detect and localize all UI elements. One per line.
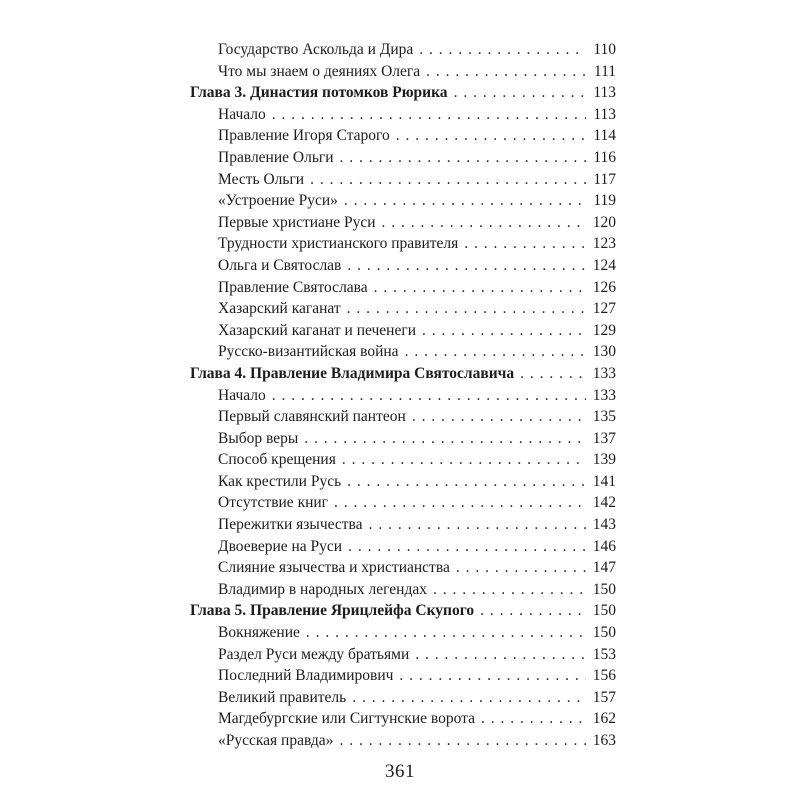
toc-section-entry: [190, 536, 616, 558]
dot-leader: [396, 125, 586, 147]
toc-section-entry: [190, 104, 616, 126]
section-title: Как крестили Русь: [218, 472, 342, 490]
dot-leader: [347, 255, 586, 277]
section-title: Раздел Руси между братьями: [218, 645, 410, 663]
toc-page-number: 120: [592, 213, 616, 231]
toc-section-entry: [190, 644, 616, 666]
toc-page-number: 150: [592, 624, 616, 642]
dot-leader: [456, 557, 586, 579]
toc-section-entry: [190, 233, 616, 255]
toc-section-entry: [190, 687, 616, 709]
toc-section-entry: [190, 255, 616, 277]
section-title: «Русская правда»: [218, 732, 334, 749]
dot-leader: [412, 406, 586, 428]
dot-leader: [422, 320, 586, 342]
toc-chapter-heading: [190, 363, 616, 385]
section-title: Вокняжение: [218, 624, 300, 642]
toc-section-entry: [190, 708, 616, 730]
section-title: Месть Ольги: [218, 170, 305, 188]
dot-leader: [464, 233, 586, 255]
dot-leader: [339, 730, 586, 752]
toc-section-entry: [190, 471, 616, 493]
toc-page-number: 156: [592, 667, 616, 685]
toc-section-entry: [190, 320, 616, 342]
dot-leader: [272, 385, 586, 407]
dot-leader: [481, 708, 586, 730]
toc-page-number: 146: [592, 537, 616, 555]
toc-chapter-heading: [190, 82, 616, 104]
section-title: Двоеверие на Руси: [218, 537, 343, 555]
toc-page-number: 162: [592, 710, 616, 728]
dot-leader: [310, 169, 586, 191]
section-title: Слияние язычества и христианства: [218, 559, 450, 577]
toc-page-number: 139: [592, 451, 616, 469]
toc-section-entry: [190, 147, 616, 169]
section-title: Государство Аскольда и Дира: [218, 41, 414, 58]
section-title: Способ крещения: [218, 451, 336, 469]
dot-leader: [405, 341, 586, 363]
toc-section-entry: [190, 341, 616, 363]
section-title: Выбор веры: [218, 429, 299, 447]
toc-page-number: 127: [592, 300, 616, 318]
section-title: Правление Святослава: [218, 278, 368, 296]
toc-page-number: 147: [592, 559, 616, 577]
toc-page-number: 119: [593, 192, 616, 210]
toc-page-number: 143: [592, 516, 616, 534]
toc-page-number: 133: [592, 364, 616, 382]
toc-page-number: 157: [592, 688, 616, 706]
toc-page-number: 141: [592, 472, 616, 490]
section-title: Начало: [218, 386, 266, 404]
toc-page-number: 110: [593, 41, 616, 58]
toc-section-entry: [190, 169, 616, 191]
section-title: Правление Игоря Старого: [218, 127, 390, 145]
chapter-title: Глава 4. Правление Владимира Святославича: [190, 364, 515, 382]
section-title: Русско-византийская война: [218, 343, 399, 361]
toc-page-number: 116: [593, 148, 616, 166]
toc-section-entry: [190, 39, 616, 61]
toc-page-number: 135: [592, 408, 616, 426]
toc-page-number: 142: [592, 494, 616, 512]
dot-leader: [344, 190, 586, 212]
toc-page-number: 129: [592, 321, 616, 339]
dot-leader: [520, 363, 586, 385]
section-title: Отсутствие книг: [218, 494, 329, 512]
chapter-title: Глава 3. Династия потомков Рюрика: [190, 84, 448, 102]
dot-leader: [415, 644, 586, 666]
toc-section-entry: [190, 61, 616, 83]
section-title: «Устроение Руси»: [218, 192, 338, 210]
section-title: Ольга и Святослав: [218, 256, 342, 274]
toc-section-entry: [190, 428, 616, 450]
dot-leader: [334, 492, 586, 514]
toc-page-number: 126: [592, 278, 616, 296]
dot-leader: [304, 428, 586, 450]
section-title: Что мы знаем о деяниях Олега: [218, 62, 421, 80]
section-title: Великий правитель: [218, 688, 347, 706]
dot-leader: [480, 600, 586, 622]
dot-leader: [419, 39, 586, 61]
dot-leader: [352, 687, 586, 709]
page-number: 361: [385, 761, 415, 782]
dot-leader: [272, 104, 586, 126]
dot-leader: [347, 471, 586, 493]
toc-page-number: 153: [592, 645, 616, 663]
toc-section-entry: [190, 212, 616, 234]
section-title: Первые христиане Руси: [218, 213, 376, 231]
table-of-contents: [190, 39, 616, 752]
dot-leader: [342, 449, 586, 471]
dot-leader: [454, 82, 586, 104]
toc-page-number: 133: [592, 386, 616, 404]
toc-page-number: 150: [592, 580, 616, 598]
chapter-title: Глава 5. Правление Ярицлейфа Скупого: [190, 602, 475, 620]
dot-leader: [347, 298, 586, 320]
dot-leader: [426, 61, 586, 83]
section-title: Хазарский каганат и печенеги: [218, 321, 416, 339]
section-title: Магдебургские или Сигтунские ворота: [218, 710, 475, 728]
toc-section-entry: [190, 665, 616, 687]
toc-section-entry: [190, 277, 616, 299]
toc-section-entry: [190, 125, 616, 147]
toc-page-number: 111: [593, 62, 616, 80]
toc-section-entry: [190, 298, 616, 320]
toc-page-number: 137: [592, 429, 616, 447]
section-title: Пережитки язычества: [218, 516, 363, 534]
toc-section-entry: [190, 190, 616, 212]
toc-section-entry: [190, 406, 616, 428]
dot-leader: [306, 622, 586, 644]
section-title: Владимир в народных легендах: [218, 580, 427, 598]
toc-page-number: 117: [593, 170, 616, 188]
toc-section-entry: [190, 385, 616, 407]
toc-section-entry: [190, 492, 616, 514]
toc-page-number: 113: [593, 84, 616, 102]
toc-page-number: 150: [592, 602, 616, 620]
dot-leader: [433, 579, 586, 601]
dot-leader: [369, 514, 586, 536]
section-title: Начало: [218, 105, 266, 123]
dot-leader: [382, 212, 586, 234]
toc-page-number: 113: [593, 105, 616, 123]
toc-section-entry: [190, 579, 616, 601]
dot-leader: [348, 536, 586, 558]
toc-section-entry: [190, 514, 616, 536]
toc-page-number: 114: [593, 127, 616, 145]
toc-page-number: 124: [592, 256, 616, 274]
toc-section-entry: [190, 622, 616, 644]
toc-section-entry: [190, 557, 616, 579]
toc-chapter-heading: [190, 600, 616, 622]
dot-leader: [399, 665, 586, 687]
section-title: Последний Владимирович: [218, 667, 394, 685]
toc-section-entry: [190, 449, 616, 471]
section-title: Правление Ольги: [218, 148, 334, 166]
section-title: Хазарский каганат: [218, 300, 341, 318]
dot-leader: [374, 277, 586, 299]
toc-page-number: 123: [592, 235, 616, 253]
section-title: Первый славянский пантеон: [218, 408, 406, 426]
toc-page-number: 163: [592, 732, 616, 749]
section-title: Трудности христианского правителя: [218, 235, 459, 253]
dot-leader: [340, 147, 586, 169]
toc-page-number: 130: [592, 343, 616, 361]
toc-section-entry: [190, 730, 616, 752]
